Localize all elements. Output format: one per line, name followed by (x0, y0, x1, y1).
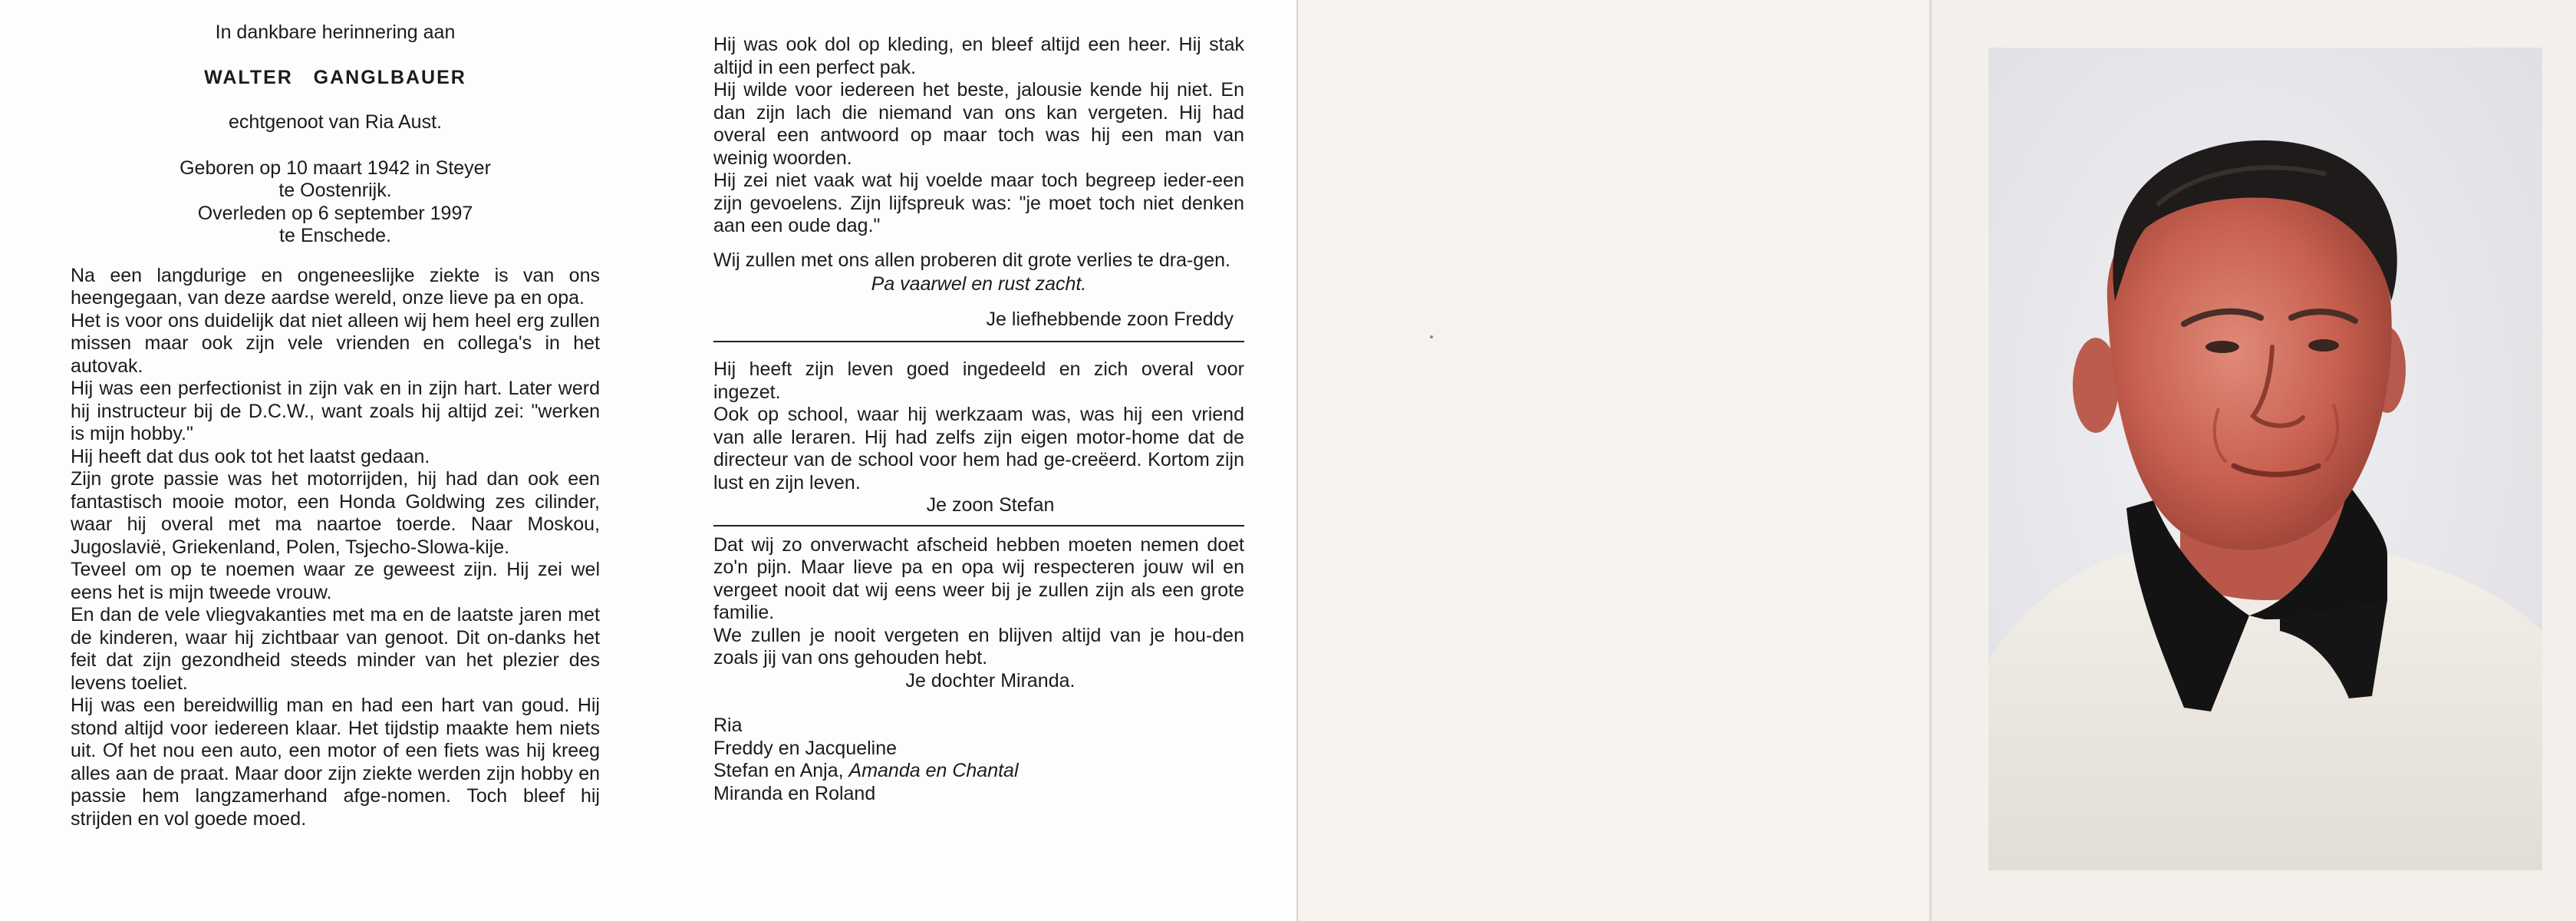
farewell-line: Pa vaarwel en rust zacht. (871, 273, 1087, 295)
family-stefan-children: Amanda en Chantal (848, 760, 1019, 781)
stefan-paragraph: Hij heeft zijn leven goed ingedeeld en zich overal voor ingezet. (713, 358, 1244, 403)
spouse-line: echtgenoot van Ria Aust. (229, 111, 442, 133)
family-stefan (713, 760, 1244, 783)
header-text: In dankbare herinnering aan (215, 21, 456, 43)
portrait-image (1988, 48, 2542, 870)
biography-paragraph: Hij wilde voor iedereen het beste, jalousie kende hij niet. En dan zijn lach die niemand van ons kan vergeten. Hij had overal een antwoord op maar toch was hij een man van weinig woorden. (713, 79, 1244, 169)
blank-panel (1298, 0, 1932, 921)
biography-paragraph: Hij zei niet vaak wat hij voelde maar toch begreep ieder-een zijn gevoelens. Zijn lijfspreuk was: "je moet toch niet denken aan een oude dag." (713, 170, 1244, 236)
biography-paragraph: Hij was een bereidwillig man en had een hart van goud. Hij stond altijd voor iedereen klaar. Het tijdstip maakte hem niets uit. Of het nou een auto, een motor of een fiets was hij kreeg alles aan de praat. Maar door zijn ziekte werden zijn hobby en passie hem langzamerhand afge-nomen. Toch bleef hij strijden en vol goede moed. (71, 695, 600, 830)
family-miranda: Miranda en Roland (713, 782, 876, 804)
miranda-paragraph: We zullen je nooit vergeten en blijven altijd van je hou-den zoals jij van ons gehouden hebt. (713, 624, 1244, 668)
family-stefan-names: Stefan en Anja, (713, 760, 849, 781)
paper-speck (1430, 335, 1433, 338)
signature-freddy: Je liefhebbende zoon Freddy (986, 308, 1234, 330)
text-column-left (71, 0, 600, 830)
biography-paragraph: En dan de vele vliegvakanties met ma en de laatste jaren met de kinderen, waar hij zichtbaar van genoot. Dit on-danks het feit dat zijn gezondheid steeds minder van het plezier des levens toeliet. (71, 604, 600, 694)
biography-paragraph: Hij was een perfectionist in zijn vak en in zijn hart. Later werd hij instructeur bij de D.C.W., want zoals hij altijd zei: "werken is mijn hobby." (71, 378, 600, 444)
biography-paragraph: Teveel om op te noemen waar ze geweest zijn. Hij zei wel eens het is mijn tweede vrouw. (71, 559, 600, 603)
family-ria: Ria (713, 715, 743, 736)
signature-miranda: Je dochter Miranda. (905, 669, 1076, 692)
birth-place-line: te Oostenrijk. (278, 180, 392, 201)
biography-paragraph: Het is voor ons duidelijk dat niet alleen wij hem heel erg zullen missen maar ook zijn vele vrienden en collega's in het autovak. (71, 309, 600, 377)
signature-stefan: Je zoon Stefan (926, 494, 1055, 516)
birth-line: Geboren op 10 maart 1942 in Steyer (180, 157, 491, 179)
death-place-line: te Enschede. (279, 225, 391, 246)
death-line: Overleden op 6 september 1997 (197, 202, 473, 224)
closing-paragraph: Wij zullen met ons allen proberen dit grote verlies te dra-gen. (713, 249, 1230, 271)
biography-paragraph: Hij was ook dol op kleding, en bleef altijd een heer. Hij stak altijd in een perfect pak. (713, 34, 1244, 78)
biography-paragraph: Zijn grote passie was het motorrijden, hij had dan ook een fantastisch mooie motor, een Honda Goldwing zes cilinder, waar hij overal met ma naartoe toerde. Naar Moskou, Jugoslavië, Griekenland, Polen, Tsjecho-Slowa-kije. (71, 468, 600, 558)
deceased-name: WALTER GANGLBAUER (204, 66, 466, 88)
biography-paragraph: Na een langdurige en ongeneeslijke ziekte is van ons heengegaan, van deze aardse wereld, onze lieve pa en opa. (71, 264, 600, 309)
portrait-photo (1988, 48, 2542, 870)
stefan-paragraph: Ook op school, waar hij werkzaam was, was hij een vriend van alle leraren. Hij had zelfs zijn eigen motor-home dat de directeur van de school voor hem had ge-creëerd. Kortom zijn lust en zijn leven. (713, 404, 1244, 494)
family-freddy: Freddy en Jacqueline (713, 737, 898, 759)
biography-paragraph: Hij heeft dat dus ook tot het laatst gedaan. (71, 445, 430, 467)
text-column-right (713, 0, 1244, 805)
miranda-paragraph: Dat wij zo onverwacht afscheid hebben moeten nemen doet zo'n pijn. Maar lieve pa en opa wij respecteren jouw wil en vergeet nooit dat wij eens weer bij je zullen zijn als een grote familie. (713, 533, 1244, 623)
